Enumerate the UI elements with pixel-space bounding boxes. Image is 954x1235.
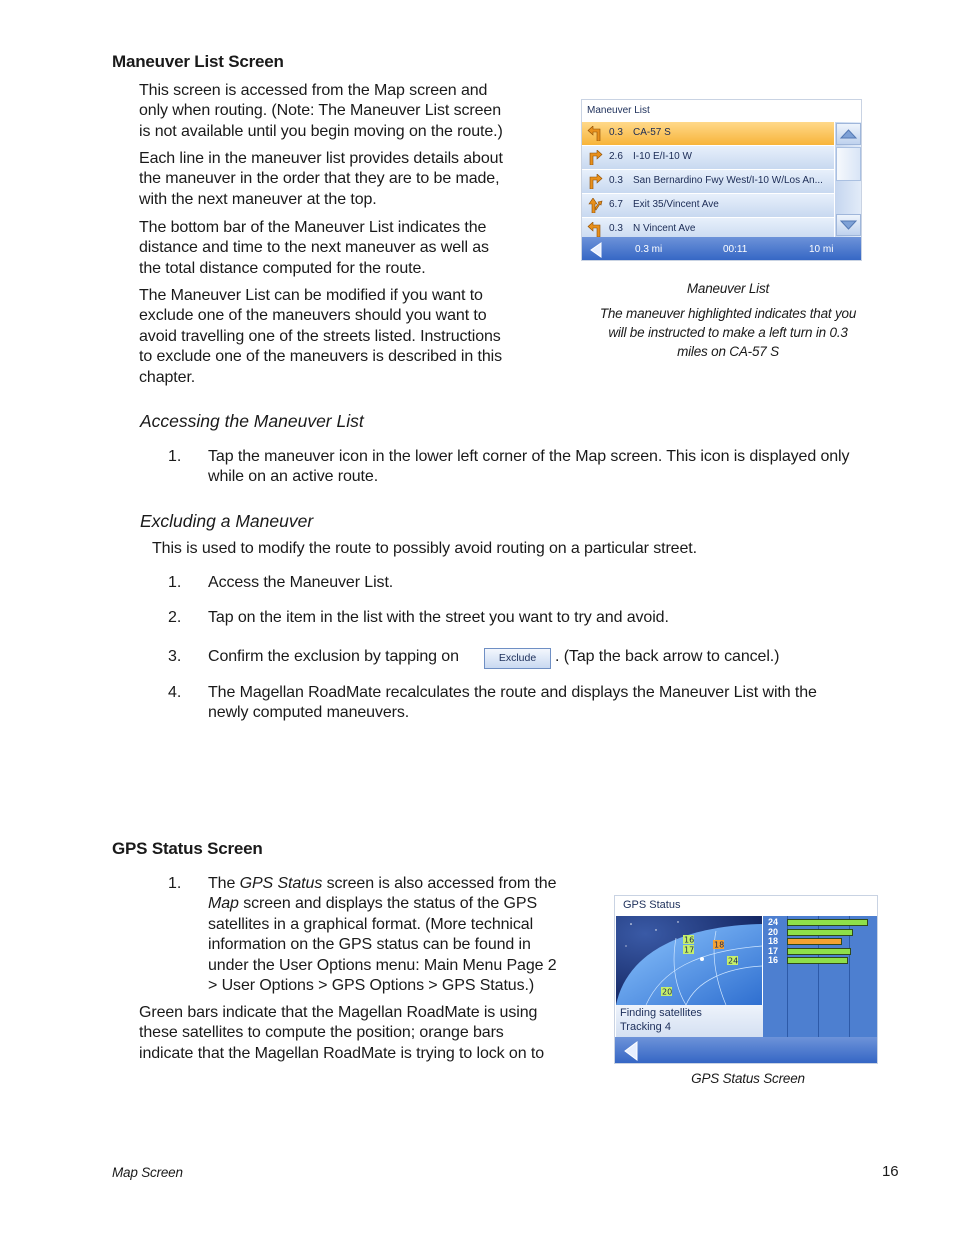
satellite-marker xyxy=(683,935,694,945)
gps-item-text xyxy=(208,874,557,996)
text-line: chapter. xyxy=(139,368,196,386)
maneuver-street: I-10 E/I-10 W xyxy=(633,151,692,162)
text-line: with the next maneuver at the top. xyxy=(139,190,377,208)
text-line: exclude one of the maneuvers should you want to xyxy=(139,307,487,325)
text-line: distance and time to the next maneuver as well as xyxy=(139,239,489,257)
caption-line: will be instructed to make a left turn in 0.3 xyxy=(608,325,848,340)
paragraph-details xyxy=(139,149,503,210)
right-turn-arrow-icon xyxy=(587,150,603,165)
text-line: avoid travelling one of the streets listed. Instructions xyxy=(139,327,501,345)
bar-label: 24 xyxy=(768,917,779,927)
figure-caption-title: Maneuver List xyxy=(686,281,770,296)
step-number: 2. xyxy=(168,609,182,626)
satellite-id: 16 xyxy=(684,935,695,945)
right-turn-arrow-icon xyxy=(587,174,603,189)
caption-line: miles on CA-57 S xyxy=(677,344,779,359)
maneuver-list-title: Maneuver List xyxy=(587,105,650,116)
text-line: these satellites to compute the position; orange bars xyxy=(139,1024,504,1042)
text-line: Green bars indicate that the Magellan RoadMate is using xyxy=(139,1004,538,1021)
maneuver-distance: 2.6 xyxy=(609,151,623,162)
footer-section-name: Map Screen xyxy=(112,1165,183,1180)
scroll-down-button[interactable] xyxy=(836,214,861,236)
figure-caption xyxy=(590,304,866,361)
text-line xyxy=(208,894,557,914)
signal-bar xyxy=(787,948,851,955)
gps-status-title: GPS Status xyxy=(623,899,681,911)
maneuver-street: Exit 35/Vincent Ave xyxy=(633,199,719,210)
step-number: 1. xyxy=(168,875,182,892)
signal-bar xyxy=(787,957,848,964)
gps-bottom-bar xyxy=(615,1037,878,1064)
maneuver-row[interactable] xyxy=(582,146,834,170)
exclude-button[interactable]: Exclude xyxy=(484,648,551,669)
next-maneuver-distance: 0.3 mi xyxy=(635,244,663,255)
section-heading-gps-status: GPS Status Screen xyxy=(112,839,263,858)
status-line: Finding satellites xyxy=(620,1007,702,1019)
step-text xyxy=(208,447,849,488)
text-line: only when routing. (Note: The Maneuver List screen xyxy=(139,102,502,120)
satellite-id: 20 xyxy=(662,987,673,997)
step-text: Confirm the exclusion by tapping on xyxy=(208,648,459,665)
chevron-up-icon xyxy=(837,124,860,144)
page-number: 16 xyxy=(882,1163,899,1180)
maneuver-distance: 0.3 xyxy=(609,127,623,138)
paragraph-access xyxy=(139,81,503,142)
text-run: The xyxy=(208,875,240,892)
text-line: The bottom bar of the Maneuver List indicates the xyxy=(139,219,487,236)
text-line: This screen is accessed from the Map screen and xyxy=(139,82,488,99)
text-line: the total distance computed for the route. xyxy=(139,259,426,277)
caption-line: The maneuver highlighted indicates that you xyxy=(599,306,857,321)
step-text: . (Tap the back arrow to cancel.) xyxy=(555,648,780,665)
subheading-accessing: Accessing the Maneuver List xyxy=(140,411,364,431)
maneuver-distance: 0.3 xyxy=(609,175,623,186)
signal-bar xyxy=(787,929,853,936)
total-distance: 10 mi xyxy=(809,244,834,255)
bar-label: 20 xyxy=(768,926,779,937)
maneuver-distance: 0.3 xyxy=(609,223,623,234)
text-line: while on an active route. xyxy=(208,468,379,486)
status-line: Tracking 4 xyxy=(620,1021,671,1033)
satellite-marker xyxy=(683,945,694,955)
satellite-marker xyxy=(727,956,738,966)
text-line: Tap the maneuver icon in the lower left corner of the Map screen. This icon is displayed only xyxy=(208,448,850,465)
text-line: information on the GPS status can be found in xyxy=(208,936,531,954)
bar-label: 18 xyxy=(768,936,779,947)
maneuver-street: San Bernardino Fwy West/I-10 W/Los An... xyxy=(633,175,823,186)
gps-status-text xyxy=(616,1005,763,1037)
bar-label: 16 xyxy=(768,955,779,966)
satellite-id: 24 xyxy=(728,956,739,966)
signal-bar xyxy=(787,919,868,926)
maneuver-street: CA-57 S xyxy=(633,127,671,138)
step-text: Access the Maneuver List. xyxy=(208,574,394,591)
text-line: to exclude one of the maneuvers is described in this xyxy=(139,348,503,366)
gps-status-term: GPS Status xyxy=(239,875,323,892)
text-run: screen and displays the status of the GPS xyxy=(243,895,538,913)
text-line: satellites in a graphical format. (More technical xyxy=(208,915,534,933)
scroll-up-button[interactable] xyxy=(836,123,861,145)
text-line: the maneuver in the order that they are to be made, xyxy=(139,170,500,188)
excluding-intro: This is used to modify the route to possibly avoid routing on a particular street. xyxy=(152,540,697,557)
left-turn-arrow-icon xyxy=(587,126,603,141)
section-heading-maneuver-list: Maneuver List Screen xyxy=(112,52,284,71)
signal-bars-panel xyxy=(763,916,878,1037)
maneuver-row[interactable] xyxy=(582,170,834,194)
maneuver-row[interactable] xyxy=(582,194,834,218)
signal-bar xyxy=(787,938,842,945)
map-term: Map xyxy=(208,895,239,913)
paragraph-modify xyxy=(139,286,502,388)
maneuver-rows xyxy=(582,122,834,242)
back-arrow-icon[interactable] xyxy=(623,1041,639,1061)
maneuver-scrollbar[interactable] xyxy=(835,122,862,237)
step-number: 3. xyxy=(168,648,182,665)
text-line: newly computed maneuvers. xyxy=(208,704,410,722)
step-number: 4. xyxy=(168,684,182,701)
paragraph-bottom-bar xyxy=(139,218,489,279)
maneuver-distance: 6.7 xyxy=(609,199,623,210)
figure-caption: GPS Status Screen xyxy=(691,1071,805,1086)
text-line: The Magellan RoadMate recalculates the route and displays the Maneuver List with the xyxy=(208,684,817,701)
text-line: is not available until you begin moving on the route.) xyxy=(139,122,503,140)
step-number: 1. xyxy=(168,574,182,591)
satellite-id: 18 xyxy=(714,940,725,950)
scroll-thumb[interactable] xyxy=(836,147,861,181)
text-line: indicate that the Magellan RoadMate is trying to lock on to xyxy=(139,1044,544,1062)
bar-label: 17 xyxy=(768,945,779,956)
step-text: Tap on the item in the list with the street you want to try and avoid. xyxy=(208,609,669,626)
text-line: The Maneuver List can be modified if you want to xyxy=(139,287,483,304)
maneuver-bottom-bar xyxy=(582,237,862,261)
satellite-id: 17 xyxy=(684,945,695,955)
maneuver-street: N Vincent Ave xyxy=(633,223,696,234)
satellite-marker xyxy=(661,987,672,997)
step-number: 1. xyxy=(168,448,182,465)
step-text xyxy=(208,683,817,724)
chevron-down-icon xyxy=(837,215,860,235)
text-line: > User Options > GPS Options > GPS Status.) xyxy=(208,977,535,995)
time-to-maneuver: 00:11 xyxy=(723,244,748,255)
text-run: screen is also accessed from the xyxy=(326,875,557,892)
subheading-excluding: Excluding a Maneuver xyxy=(140,511,314,531)
back-arrow-icon[interactable] xyxy=(589,242,603,258)
exit-ramp-arrow-icon xyxy=(587,198,603,213)
text-line: Each line in the maneuver list provides details about xyxy=(139,150,503,167)
satellite-sky-view xyxy=(616,916,762,1005)
maneuver-row[interactable] xyxy=(582,122,834,146)
gps-status-screenshot xyxy=(614,895,878,1064)
satellite-marker xyxy=(713,940,724,950)
text-line xyxy=(208,874,557,894)
maneuver-list-screenshot xyxy=(581,99,862,261)
left-turn-arrow-icon xyxy=(587,222,603,237)
paragraph-bars xyxy=(139,1003,544,1064)
text-line: under the User Options menu: Main Menu Page 2 xyxy=(208,956,557,974)
